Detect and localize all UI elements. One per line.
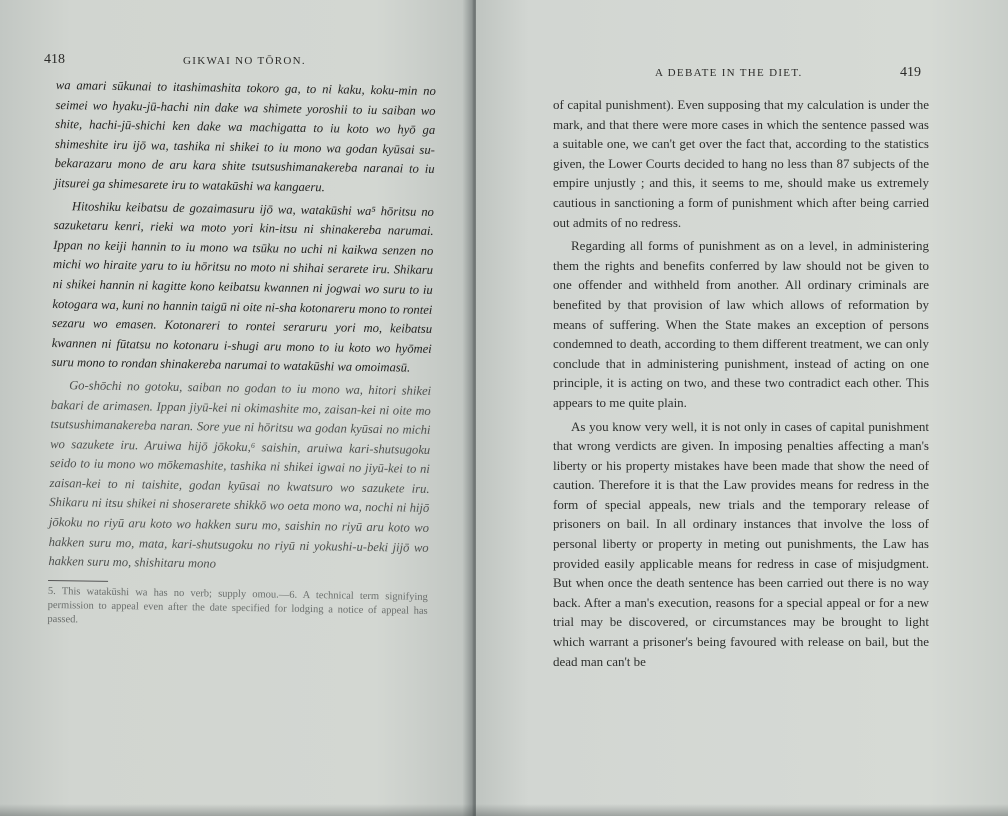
- page-bottom-shadow: [0, 804, 1008, 816]
- right-body-text: [553, 95, 929, 671]
- right-paragraph: Regarding all forms of punishment as on a level, in administering them the rights and benefits conferred by law should not be given to one offender and withheld from another. All ordinary criminals are benefited by that provision of law which allows of reformation by means of suffering. When the State makes an exception of persons condemned to death, according to them different treatment, we can only conclude that in administering punishment, instead of acting on one principle, it is acting on two, and these two contradict each other. This appears to me quite plain.: [553, 238, 929, 410]
- left-body-text: [47, 76, 436, 633]
- footnote-rule: [48, 580, 108, 582]
- right-running-head: A DEBATE IN THE DIET.: [655, 67, 803, 79]
- right-paragraph: of capital punishment). Even supposing that my calculation is under the mark, and that there were more cases in which the sentence passed was a suitable one, we can't get over the fact that, according to the statistics given, the Lower Courts decided to hang no less than 87 subjects of the empire unjustly ; and this, it seems to me, should make us extremely cautious in sanctioning a form of punishment which after being carried out admits of no redress.: [553, 97, 929, 230]
- left-running-head: GIKWAI NO TŌRON.: [183, 55, 306, 67]
- left-paragraph: Hitoshiku keibatsu de gozaimasuru ijō wa, watakūshi wa⁵ hōritsu no sazuketaru kenri, rieki wa moto yori kin-itsu ni shinakereba narumai. Ippan no keiji hannin to iu mono wa tsūku no uchi ni kaikwa senzen no michi wo hiraite yaru to iu hōritsu no moto ni shihai serarete iru. Shikaru ni shikei hannin ni kagitte kono keibatsu kwannen ni jogwai wo suru to iu kotogara wa, kuni no hannin taigū ni oite ni-sha kotonareru mono to rontei sezaru wo emasen. Kotonareri to rontei seraruru yori mo, keibatsu kwannen ni fūtatsu no kotonaru i-shugi aru mono to iu koto wo hyōmei suru mono to rondan shinakereba narumai to watakūshi wa omoimasū.: [51, 198, 435, 375]
- left-paragraph: wa amari sūkunai to itashimashita tokoro ga, to ni kaku, koku-min no seimei wo hyaku-jū-hachi nin dake wa shimete yoroshii to iu saiban wo shite, hachi-jū-shichi ken dake wa machigatta to iu koto wo hyō ga shimeshite iru ijō wa, tashika ni shikei to iu mono wa godan kyūsai su-bekarazaru mono de aru kara shite tsutsushimanakereba naranai to iu jitsurei ga shimesarete iru to watakūshi wa kangaeru.: [54, 77, 436, 195]
- footnote: 5. This watakūshi wa has no verb; supply omou.—6. A technical term signifying permission to appeal even after the date specified for lodging a notice of appeal has passed.: [47, 585, 428, 626]
- right-page-number: 419: [900, 65, 921, 80]
- left-paragraph: Go-shōchi no gotoku, saiban no godan to iu mono wa, hitori shikei bakari de arimasen. Ippan jiyū-kei ni okimashite mo, zaisan-kei ni oite mo tsutsushimanakereba naran. Sore yue ni hōritsu wa godan kyūsai no michi wo sazukete iru. Aruiwa hijō jōkoku,⁶ saishin, aruiwa kari-shutsugoku seido to iu mono wo mōkemashite, tashika ni shikei igwai no jiyū-kei to ni zaisan-kei to ni taishite, godan kyūsai no kwatsuro wo sazukete iru. Shikaru ni itsu shikei ni shoserarete shikkō wo oeta mono wa, nochi ni hijō jōkoku no riyū aru koto wo hakken suru mo, saishin no riyū aru koto wo hakken suru mo, mata, kari-shutsugoku no riyū ni yokushi-u-beki jijō wo hakken suru mo, shishitaru mono: [48, 378, 432, 571]
- right-paragraph: As you know very well, it is not only in cases of capital punishment that wrong verdicts are given. In imposing penalties affecting a man's liberty or his property mistakes have been made that show the need of caution. Therefore it is that the Law provides means for redress in the form of special appeals, new trials and the temporary release of prisoners on bail. In all ordinary instances that involve the loss of personal liberty or property in meting out punishments, the Law has provided easily applicable means for redress in case of misjudgment. But when once the death sentence has been carried out there is no way back. After a man's execution, reasons for a special appeal or for a new trial may be discovered, or circumstances may be brought to light which warrant a prisoner's being favoured with release on bail, but the dead man can't be: [553, 418, 929, 669]
- left-page-number: 418: [44, 52, 65, 67]
